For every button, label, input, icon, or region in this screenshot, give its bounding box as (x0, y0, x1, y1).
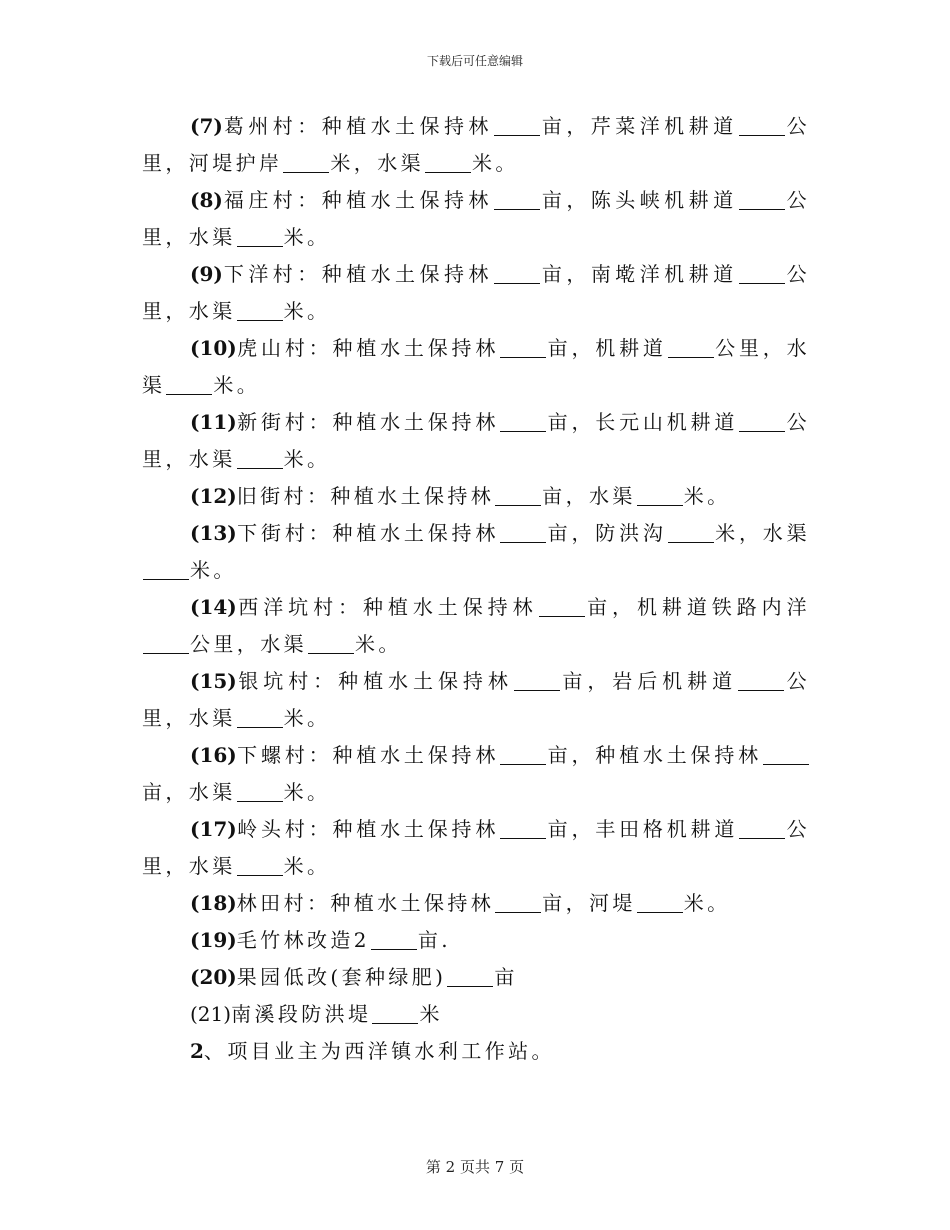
list-item (142, 182, 810, 256)
fill-in-blank (668, 337, 714, 358)
item-number: (8) (190, 188, 223, 212)
fill-in-blank (514, 670, 560, 691)
item-text: 米。 (355, 632, 402, 656)
item-number: (21) (190, 1002, 232, 1026)
item-number: (12) (190, 484, 237, 508)
list-item (142, 108, 810, 182)
item-text: 林田村：种植水土保持林 (236, 891, 495, 915)
item-text: 亩 (494, 965, 518, 989)
fill-in-blank (166, 374, 212, 395)
item-text: 米。 (283, 854, 331, 878)
list-item (142, 256, 810, 330)
fill-in-blank (494, 263, 540, 284)
fill-in-blank (494, 189, 540, 210)
fill-in-blank (500, 744, 546, 765)
item-text: 亩，芹菜洋机耕道 (540, 114, 738, 138)
fill-in-blank (739, 263, 785, 284)
item-text: 公里，水渠 (142, 262, 810, 323)
fill-in-blank (143, 633, 189, 654)
item-text: 米。 (283, 447, 331, 471)
item-text: 亩，岩后机耕道 (560, 669, 738, 693)
item-text: 亩，机耕道 (547, 336, 667, 360)
fill-in-blank (237, 781, 283, 802)
fill-in-blank (500, 411, 546, 432)
item-text: 公里，水渠 (190, 632, 307, 656)
item-text: 公里，水渠 (142, 669, 810, 730)
fill-in-blank (739, 818, 785, 839)
fill-in-blank (494, 115, 540, 136)
item-text: 亩，丰田格机耕道 (547, 817, 739, 841)
fill-in-blank (739, 115, 785, 136)
fill-in-blank (539, 596, 585, 617)
item-number: (20) (190, 965, 237, 989)
item-text: 米。 (472, 151, 519, 175)
fill-in-blank (308, 633, 354, 654)
fill-in-blank (495, 892, 541, 913)
item-number: (14) (190, 595, 237, 619)
item-number: (18) (190, 891, 237, 915)
fill-in-blank (283, 152, 329, 173)
list-item (142, 922, 810, 959)
item-text: 亩，陈头峡机耕道 (540, 188, 738, 212)
item-text: 米。 (190, 558, 237, 582)
item-text: 米。 (213, 373, 261, 397)
item-text: 米。 (283, 225, 331, 249)
item-text: 岭头村：种植水土保持林 (236, 817, 500, 841)
item-text: 米。 (283, 299, 331, 323)
item-text: 米，水渠 (330, 151, 425, 175)
item-text: 米。 (683, 891, 731, 915)
list-item (142, 885, 810, 922)
item-number: (7) (190, 114, 223, 138)
item-text: 银坑村：种植水土保持林 (236, 669, 513, 693)
item-text: 虎山村：种植水土保持林 (236, 336, 500, 360)
list-item (142, 404, 810, 478)
list-item (142, 589, 810, 663)
list-item (142, 478, 810, 515)
document-body (142, 108, 810, 1070)
fill-in-blank (237, 300, 283, 321)
item-text: 亩，水渠 (542, 484, 636, 508)
item-text: 亩，河堤 (542, 891, 636, 915)
item-number: (16) (190, 743, 237, 767)
fill-in-blank (668, 522, 714, 543)
item-text: 亩，长元山机耕道 (547, 410, 739, 434)
list-item (142, 959, 810, 996)
list-item (142, 663, 810, 737)
item-number: (15) (190, 669, 237, 693)
item-text: 米。 (283, 706, 331, 730)
item-text: 米。 (683, 484, 731, 508)
fill-in-blank (739, 411, 785, 432)
closing-paragraph (142, 1033, 810, 1070)
list-item (142, 996, 810, 1033)
fill-in-blank (738, 670, 784, 691)
item-text: 米，水渠 (714, 521, 810, 545)
list-item (142, 515, 810, 589)
item-number: (11) (190, 410, 237, 434)
item-text: 下洋村：种植水土保持林 (222, 262, 493, 286)
list-item (142, 330, 810, 404)
fill-in-blank (371, 929, 417, 950)
fill-in-blank (237, 707, 283, 728)
fill-in-blank (637, 892, 683, 913)
closing-text: 、项目业主为西洋镇水利工作站。 (203, 1039, 555, 1063)
fill-in-blank (237, 226, 283, 247)
item-text: 公里，水渠 (142, 817, 811, 878)
item-text: 米。 (283, 780, 331, 804)
item-text: 公里，水渠 (142, 188, 810, 249)
page-footer: 第 2 页共 7 页 (425, 1158, 525, 1176)
item-number: (17) (190, 817, 237, 841)
item-number: (13) (190, 521, 237, 545)
item-text: 公里，水渠 (142, 336, 810, 397)
item-text: 下街村：种植水土保持林 (236, 521, 500, 545)
item-text: 亩，南墘洋机耕道 (540, 262, 738, 286)
item-text: 福庄村：种植水土保持林 (222, 188, 493, 212)
item-text: 下螺村：种植水土保持林 (236, 743, 500, 767)
item-text: 新街村：种植水土保持林 (236, 410, 500, 434)
item-text: 毛竹林改造2 (236, 928, 370, 952)
list-item (142, 737, 810, 811)
closing-number: 2 (190, 1039, 204, 1063)
fill-in-blank (237, 855, 283, 876)
item-text: 西洋坑村：种植水土保持林 (236, 595, 538, 619)
item-text: 亩，防洪沟 (547, 521, 667, 545)
fill-in-blank (425, 152, 471, 173)
fill-in-blank (237, 448, 283, 469)
item-text: 公里，水渠 (142, 410, 811, 471)
item-text: 公里，河堤护岸 (142, 114, 810, 175)
item-text: 亩. (417, 928, 452, 952)
fill-in-blank (500, 522, 546, 543)
item-text: 旧街村：种植水土保持林 (236, 484, 495, 508)
fill-in-blank (447, 966, 493, 987)
fill-in-blank (143, 559, 189, 580)
fill-in-blank (500, 337, 546, 358)
item-number: (19) (190, 928, 237, 952)
item-text: 亩，水渠 (142, 780, 236, 804)
item-text: 米 (419, 1002, 443, 1026)
page-header: 下载后可任意编辑 (426, 54, 523, 68)
fill-in-blank (763, 744, 809, 765)
item-text: 亩，机耕道铁路内洋 (585, 595, 810, 619)
item-number: (10) (190, 336, 237, 360)
fill-in-blank (372, 1003, 418, 1024)
fill-in-blank (495, 485, 541, 506)
item-text: 南溪段防洪堤 (231, 1002, 372, 1026)
item-text: 葛州村：种植水土保持林 (222, 114, 493, 138)
fill-in-blank (739, 189, 785, 210)
item-number: (9) (190, 262, 223, 286)
list-item (142, 811, 810, 885)
item-text: 亩，种植水土保持林 (547, 743, 762, 767)
item-list (142, 108, 810, 1033)
item-text: 果园低改(套种绿肥) (236, 965, 447, 989)
fill-in-blank (637, 485, 683, 506)
fill-in-blank (500, 818, 546, 839)
